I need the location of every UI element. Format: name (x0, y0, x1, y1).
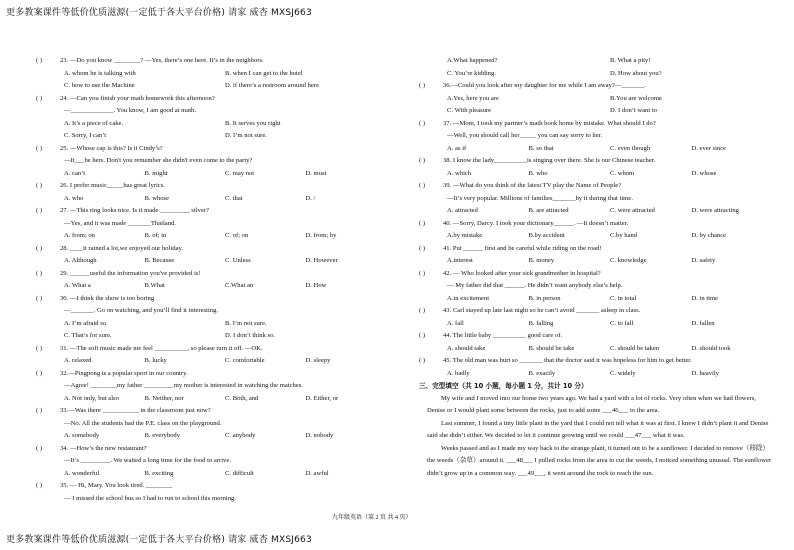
question-line (36, 243, 386, 256)
answer-option: D. whose (691, 169, 717, 177)
question-line (419, 118, 773, 131)
question-line (419, 268, 773, 281)
option-row (36, 193, 386, 206)
answer-option: C. may not (225, 169, 255, 177)
answer-bracket: ( ) (419, 244, 426, 252)
answer-option: D. from; by (305, 232, 337, 239)
answer-option: B. of; in (144, 232, 167, 239)
answer-option: D. sleepy (305, 357, 331, 364)
question-text: 29. ______useful the information you've provided is! (60, 269, 201, 277)
question-text: 23. —Do you know ________? —Yes, there’s one here. It’s in the neighbors. (60, 57, 264, 64)
answer-option: D. heavily (691, 369, 719, 377)
question-text: 32.—Pingpong is a popular sport in our country. (60, 369, 188, 377)
option-row (419, 343, 773, 356)
question-text: —Well, you should call her_____ you can say sorry to her. (447, 132, 603, 139)
answer-option: B.You are welcome (610, 94, 662, 102)
question-text: 42. — Who looked after your sick grandmother in hospital? (443, 269, 601, 277)
answer-option: B. so that (528, 144, 554, 152)
answer-option: A. from; on (64, 232, 95, 239)
question-line (419, 80, 773, 93)
right-questions (419, 55, 773, 380)
answer-option: B. in person (528, 294, 561, 302)
answer-bracket: ( ) (36, 269, 43, 277)
answer-option: B. Because (144, 257, 175, 264)
answer-option: D. How (305, 282, 327, 289)
answer-option: D. I don’t think so. (225, 332, 276, 339)
passage-paragraph-3: Weeks passed and as I made my way back to the strange plant, it turned out to be a sunflower. I decided to remove（移除） the weeds（杂草）around it. ___48___ I pulled rocks from the area to cut the weeds, I noticed something unusual. The sunflower didn’t grow up in a common way. ___49___, it went around the rock to reach the sun. (427, 444, 772, 477)
option-row (419, 255, 773, 268)
answer-option: A. attracted (447, 207, 478, 214)
answer-bracket: ( ) (36, 294, 43, 302)
answer-option: B.What (144, 282, 165, 289)
answer-option: D. fallen (691, 319, 715, 327)
answer-bracket: ( ) (419, 182, 426, 189)
option-row (419, 68, 773, 81)
question-line (419, 355, 773, 368)
question-line (419, 155, 773, 168)
answer-option: C. even though (610, 144, 651, 152)
question-line (36, 268, 386, 281)
answer-option: A. whom he is talking with (64, 69, 136, 77)
answer-option: B. money (528, 257, 555, 264)
answer-option: B. falling (528, 319, 554, 327)
question-line (36, 455, 386, 468)
question-text: 40. —Sorry, Darcy. I took your dictionary______. —It doesn’t matter. (443, 219, 629, 227)
option-row (36, 468, 386, 481)
answer-bracket: ( ) (36, 344, 43, 352)
option-row (36, 393, 386, 406)
question-line (36, 55, 386, 68)
question-text: —No. All the students had the P.E. class on the playground. (64, 419, 222, 427)
answer-option: C. Both, and (225, 394, 259, 402)
answer-option: A. badly (447, 369, 470, 377)
question-line (36, 143, 386, 156)
question-text: —_____________. You know, I am good at math. (64, 107, 196, 114)
question-line (419, 280, 773, 293)
answer-option: A.Yes, here you are (447, 94, 499, 102)
answer-option: C. how to use the Machine (64, 82, 135, 89)
banner-top: 更多教案课件等低价优质滋源(一定低于各大平台价格) 请家 威杏 MXSJ663 (6, 8, 312, 18)
answer-bracket: ( ) (419, 119, 426, 127)
option-row (36, 355, 386, 368)
option-row (419, 293, 773, 306)
question-text: — I missed the school bus so I had to run to school this morning. (64, 494, 236, 502)
question-line (419, 218, 773, 231)
answer-bracket: ( ) (36, 444, 43, 452)
answer-option: C. that (225, 194, 243, 202)
question-line (36, 443, 386, 456)
question-text: 43. Carl stayed up late last night so he can’t avoid _______ asleep in class. (443, 307, 641, 314)
answer-option: D. safety (691, 257, 716, 264)
answer-bracket: ( ) (419, 157, 426, 164)
question-line (36, 405, 386, 418)
answer-option: B. I’m not sure. (225, 319, 267, 327)
answer-option: A. somebody (64, 432, 100, 439)
answer-option: A. as if (447, 144, 467, 152)
answer-bracket: ( ) (419, 307, 426, 314)
answer-option: B. everybody (144, 432, 181, 439)
answer-option: B. lucky (144, 357, 167, 364)
answer-option: C. of; on (225, 232, 249, 239)
answer-option: D. if there’s a restroom around here (225, 82, 319, 89)
banner-bottom: 更多教案课件等低价优质滋源(一定低于各大平台价格) 请家 威杏 MXSJ663 (6, 535, 312, 545)
option-row (36, 280, 386, 293)
question-text: — My father did that ______. He didn’t want anybody else’s help. (447, 282, 623, 289)
answer-bracket: ( ) (36, 482, 43, 489)
answer-option: D. I’m not sure. (225, 132, 267, 139)
question-line (36, 493, 386, 506)
answer-bracket: ( ) (419, 332, 426, 339)
answer-option: D. by chance (691, 232, 727, 239)
answer-option: C. widely (610, 369, 636, 377)
answer-option: A. can’t (64, 169, 86, 177)
option-row (419, 205, 773, 218)
answer-bracket: ( ) (419, 82, 426, 89)
option-row (36, 118, 386, 131)
answer-option: A. which (447, 169, 472, 177)
answer-option: C. Unless (225, 257, 251, 264)
option-row (419, 93, 773, 106)
option-row (419, 143, 773, 156)
question-text: 28. ____it rained a lot,we enjoyed our holiday. (60, 244, 183, 252)
answer-option: C. to fall (610, 319, 634, 327)
question-text: 33.—Was there ___________ in the classroom just now? (60, 407, 211, 414)
page-footer: 九年级英语（第 2 页 共 4 页） (332, 515, 412, 521)
question-line (419, 180, 773, 193)
question-line (36, 180, 386, 193)
answer-option: C. You’re kidding. (447, 69, 496, 77)
answer-option: A. What a (64, 282, 91, 289)
question-text: 44. The little baby __________ good care of. (443, 332, 563, 339)
question-line (36, 218, 386, 231)
question-text: —_______. Go on watching, and you’ll find it interesting. (64, 307, 219, 314)
section-title: 三、完型填空（共 10 小题，每小题 1 分，共计 10 分） (419, 382, 588, 390)
option-row (419, 230, 773, 243)
answer-option: A. Not only, but also (64, 394, 119, 402)
answer-option: A.interest (447, 257, 473, 264)
question-line (36, 93, 386, 106)
answer-option: C. should be taken (610, 344, 660, 352)
answer-bracket: ( ) (36, 144, 43, 152)
answer-option: B. whose (144, 194, 170, 202)
answer-option: D. ever since (691, 144, 727, 152)
answer-option: C. whom (610, 169, 635, 177)
question-line (419, 130, 773, 143)
question-text: 31. —The soft music made me feel __________, so please turn it off. —OK. (60, 344, 263, 352)
option-row (419, 55, 773, 68)
question-line (419, 305, 773, 318)
answer-option: A. relaxed (64, 357, 92, 364)
question-text: —It’s _________. We waited a long time for the food to arrive. (64, 457, 231, 464)
answer-option: A. who (64, 194, 84, 202)
answer-option: D. / (305, 194, 316, 202)
left-column (36, 55, 386, 505)
question-text: 41. Put ______ first and be careful while riding on the road! (443, 244, 602, 252)
option-row (419, 368, 773, 381)
option-row (419, 318, 773, 331)
answer-option: A.in excitement (447, 294, 490, 302)
right-column (419, 55, 773, 480)
answer-option: B. when I can get to the hotel (225, 69, 303, 77)
answer-bracket: ( ) (419, 357, 426, 364)
question-text: —Agree! ________my father _________my mother is interested in watching the matches. (64, 382, 303, 389)
question-line (36, 293, 386, 306)
question-line (36, 305, 386, 318)
question-text: 39. —What do you think of the latest TV play the Name of People? (443, 182, 622, 189)
question-text: —It’s very popular. Millions of families_______by it during that time. (447, 194, 633, 202)
question-text: 26. I prefer music_____has great lyrics. (60, 182, 165, 189)
question-line (36, 343, 386, 356)
option-row (36, 255, 386, 268)
question-text: 24. —Can you finish your math homework this afternoon? (60, 94, 215, 102)
option-row (419, 168, 773, 181)
answer-bracket: ( ) (36, 57, 43, 64)
question-text: 34. —How’s the new restaurant? (60, 444, 147, 452)
answer-option: C. anybody (225, 432, 256, 439)
answer-bracket: ( ) (36, 407, 43, 414)
answer-option: C.What an (225, 282, 254, 289)
question-line (419, 243, 773, 256)
answer-option: D. nobody (305, 432, 334, 439)
answer-option: B.by accident (528, 232, 565, 239)
answer-option: A. fall (447, 319, 464, 327)
answer-option: A. should take (447, 344, 486, 352)
answer-bracket: ( ) (36, 182, 43, 189)
option-row (36, 130, 386, 143)
question-line (419, 330, 773, 343)
answer-option: A. wonderful (64, 469, 100, 477)
answer-option: B. who (528, 169, 548, 177)
answer-bracket: ( ) (36, 244, 43, 252)
answer-option: B. It serves you right (225, 119, 281, 127)
question-text: 36.—Could you look after my daughter for me while I am away?—_______. (443, 82, 647, 89)
answer-option: C. comfortable (225, 357, 265, 364)
answer-option: D. I don’t want to (610, 107, 657, 114)
option-row (36, 168, 386, 181)
answer-bracket: ( ) (419, 219, 426, 227)
answer-option: A.by mistake (447, 232, 483, 239)
answer-option: A. I’m afraid so. (64, 319, 108, 327)
answer-bracket: ( ) (36, 369, 43, 377)
answer-option: C. difficult (225, 469, 254, 477)
question-text: 25. —Whose cap is this? Is it Cindy’s? (60, 144, 163, 152)
question-text: 38. I know the lady__________is singing over there. She is our Chinese teacher. (443, 157, 656, 164)
passage-paragraph-2: Last summer, I found a tiny little plant in the yard that I could not tell what it was at first. I knew I didn’t plant it and Denise said she didn’t either. We decided to let it continue growing until we could ___47___ what it was. (427, 419, 769, 439)
answer-bracket: ( ) (419, 269, 426, 277)
answer-option: B. exciting (144, 469, 174, 477)
option-row (36, 330, 386, 343)
answer-option: D. However (305, 257, 338, 264)
option-row (36, 430, 386, 443)
answer-bracket: ( ) (36, 94, 43, 102)
option-row (36, 318, 386, 331)
answer-option: D. Either, or (305, 394, 339, 402)
question-line (36, 205, 386, 218)
answer-option: C. in total (610, 294, 637, 302)
answer-option: C. were attracted (610, 207, 655, 214)
answer-option: D. awful (305, 469, 329, 477)
passage-paragraph-1: My wife and I moved into our home two years ago. We had a yard with a lot of rocks. Very often when we had flowers, Denise or I would plant some between the rocks, just to add some ___46___ to the area. (427, 394, 756, 414)
answer-option: B. What a pity! (610, 57, 651, 64)
answer-option: B. exactly (528, 369, 556, 377)
answer-option: C. Sorry, I can’t (64, 132, 107, 139)
answer-option: A. Although (64, 257, 97, 264)
option-row (36, 68, 386, 81)
answer-option: C. That’s for sure. (64, 332, 112, 339)
answer-option: B. might (144, 169, 168, 177)
answer-option: C. knowledge (610, 257, 647, 264)
question-text: 30. —I think the show is too boring (60, 294, 155, 302)
question-line (419, 193, 773, 206)
question-line (36, 105, 386, 118)
answer-option: D. should took (691, 344, 731, 352)
answer-option: D. must (305, 169, 327, 177)
answer-option: D. How about you? (610, 69, 662, 77)
answer-option: C.by hand (610, 232, 638, 239)
answer-option: B. should be take (528, 344, 575, 352)
answer-option: A. It’s a piece of cake. (64, 119, 124, 127)
question-text: —Yes, and it was made _______Thailand. (64, 219, 176, 227)
answer-option: D. in time (691, 294, 719, 302)
answer-option: C. With pleasure (447, 107, 492, 114)
question-line (36, 380, 386, 393)
question-text: 27. —This ring looks nice. Is it made _________ silver? (60, 207, 209, 214)
question-text: 37. —Mom, I took my partner’s math book home by mistake. What should I do? (443, 119, 656, 127)
option-row (36, 230, 386, 243)
question-line (36, 418, 386, 431)
question-text: 35. — Hi, Mary. You look tired. ________ (60, 482, 173, 489)
answer-option: D. were attracting (691, 207, 739, 214)
question-text: —It___be hers. Don't you remember she didn't even come to the party? (64, 157, 253, 164)
question-line (36, 368, 386, 381)
question-line (36, 155, 386, 168)
answer-option: B. are attracted (528, 207, 569, 214)
answer-bracket: ( ) (36, 207, 43, 214)
option-row (419, 105, 773, 118)
question-text: 45. The old man was hurt so _______ that the doctor said it was hopeless for him to get better. (443, 357, 692, 364)
answer-option: B. Neither, nor (144, 394, 184, 402)
answer-option: A.What happened? (447, 57, 498, 64)
option-row (36, 80, 386, 93)
question-line (36, 480, 386, 493)
